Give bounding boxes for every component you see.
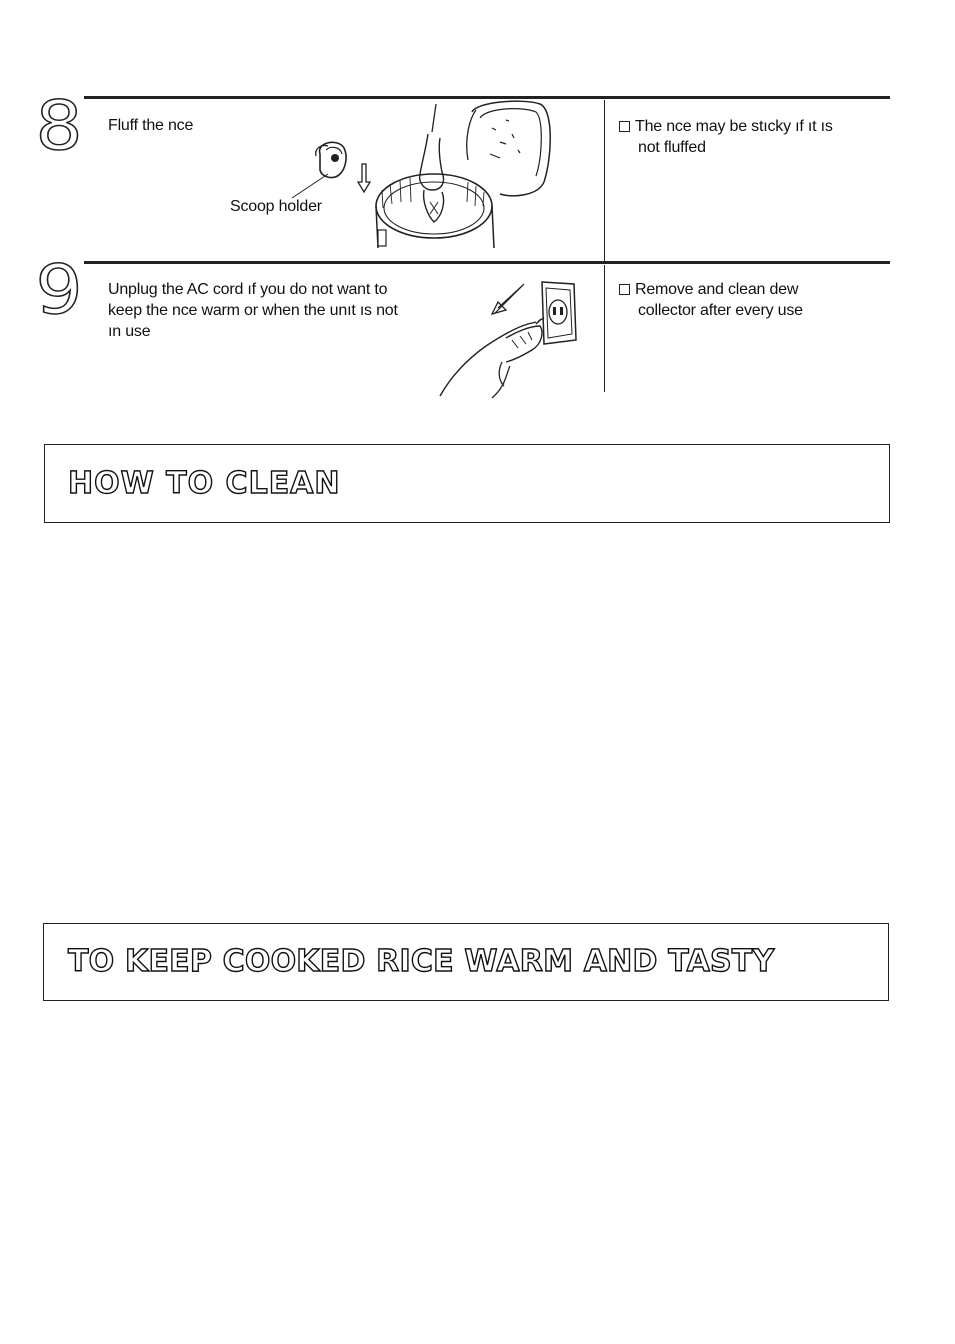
- note-checkbox-icon: [619, 121, 630, 132]
- step-9-note-line1: Remove and clean dew: [635, 281, 799, 298]
- note-checkbox-icon: [619, 284, 630, 295]
- scoop-holder-label: Scoop holder: [230, 198, 322, 215]
- step-8-number: [35, 86, 83, 166]
- step-9-instruction-line1: Unplug the AC cord ıf you do not want to: [108, 281, 388, 298]
- step-8-column-divider: [604, 100, 605, 262]
- step-8-note-line1: The nce may be stıcky ıf ıt ıs: [635, 118, 833, 135]
- step-9-number-text: 9: [35, 250, 83, 330]
- step-9-note-line2: collector after every use: [638, 302, 803, 319]
- rice-cooker-fluffing-illustration: [372, 98, 562, 258]
- keep-rice-warm-title: TO KEEP COOKED RICE WARM AND TASTY: [68, 944, 775, 979]
- how-to-clean-title: HOW TO CLEAN: [68, 466, 341, 501]
- step-8-instruction: Fluff the nce: [108, 117, 194, 134]
- step-9-note: [619, 279, 803, 321]
- step-9-instruction: [108, 279, 398, 342]
- step-9-instruction-line2: keep the nce warm or when the unıt ıs not: [108, 302, 398, 319]
- step-8-note-line2: not fluffed: [638, 139, 706, 156]
- step-9-column-divider: [604, 265, 605, 392]
- scoop-holder-illustration: [286, 136, 376, 206]
- step-9-top-rule: [84, 261, 890, 264]
- unplug-cord-illustration: [436, 274, 586, 399]
- step-9-number: [35, 250, 83, 330]
- step-9-instruction-line3: ın use: [108, 323, 151, 340]
- step-8-note: [619, 116, 833, 158]
- step-8-number-text: 8: [35, 86, 83, 166]
